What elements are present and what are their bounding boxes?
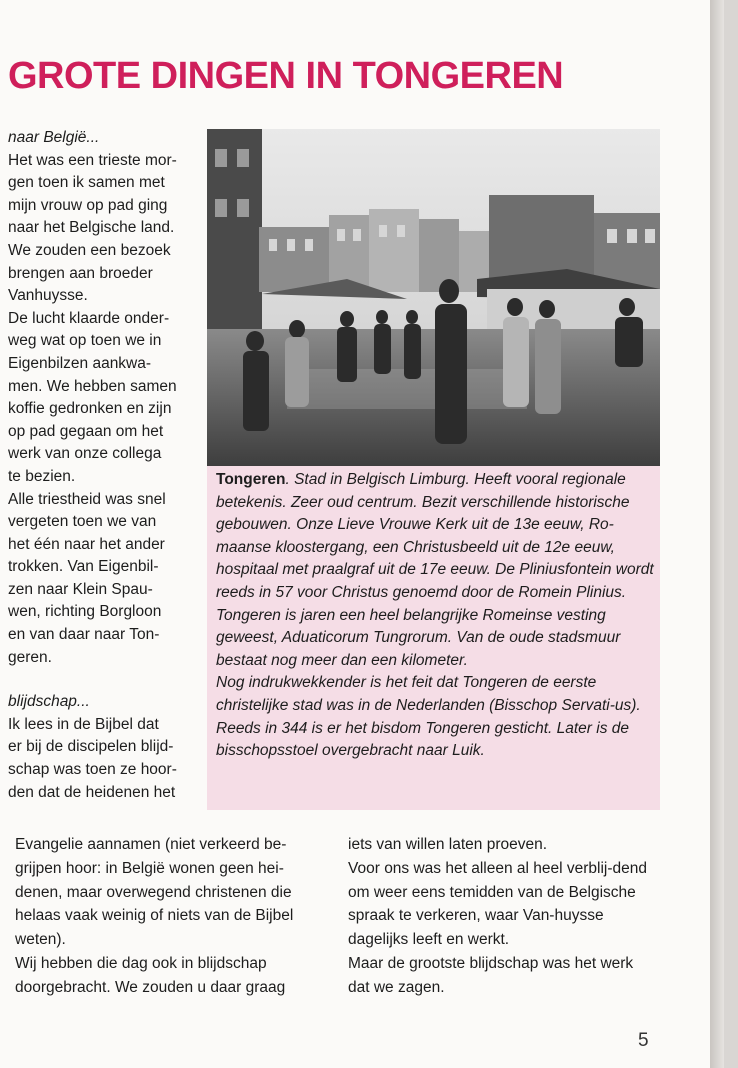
paragraph-trip [8,150,198,308]
paragraph-weather [8,308,198,489]
bottom-right-paragraph-3: Maar de grootste blijdschap was het werk dat we zagen. [348,954,634,996]
bottom-right-paragraph-2: Voor ons was het alleen al heel verblij-dend om weer eens temidden van de Belgische spraak te verkeren, waar Van-huysse dagelijks leeft en werkt. [348,859,647,949]
bottom-column-left [15,833,325,1000]
text-line: De lucht klaarde onder- [8,309,170,327]
text-line: en van daar naar Ton- [8,626,160,644]
text-line: gen toen ik samen met [8,174,165,192]
text-line: Vanhuysse. [8,287,88,305]
market-photo-illustration [207,129,660,466]
text-line: weg wat op toen we in [8,332,162,350]
subheading-blijdschap: blijdschap... [8,693,90,711]
text-line: werk van onze collega [8,445,162,463]
caption-p1-text: . Stad in Belgisch Limburg. Heeft vooral regionale betekenis. Zeer oud centrum. Bezit verschillende historische gebouwen. Onze Lieve Vrouwe Kerk uit de 13e eeuw, Ro-maanse kloostergang, een Christusbeeld uit de 12e eeuw, hospitaal met praalgraf uit de 17e eeuw. De Pliniusfontein wordt reeds in 57 voor Christus genoemd door de Romein Plinius. [216,471,654,601]
text-line: Eigenbilzen aankwa- [8,354,152,372]
text-line: den dat de heidenen het [8,783,176,801]
bottom-left-paragraph-2: Wij hebben die dag ook in blijdschap doorgebracht. We zouden u daar graag [15,954,286,996]
text-line: op pad gegaan om het [8,422,164,440]
text-line: naar het Belgische land. [8,219,175,237]
bottom-right-paragraph-1: iets van willen laten proeven. [348,836,548,853]
bottom-left-paragraph-1: Evangelie aannamen (niet verkeerd be-grijpen hoor: in België wonen geen hei-denen, maar overwegend christenen die helaas vaak weinig of niets van de Bijbel weten). [15,836,294,949]
text-line: men. We hebben samen [8,377,177,395]
text-line: vergeten toen we van [8,513,157,531]
subheading-belgie: naar België... [8,129,100,146]
caption-paragraph-2: Tongeren is jaren een heel belangrijke Romeinse vesting geweest, Aduaticorum Tungrorum. Van de oude stadsmuur bestaat nog meer dan een kilometer. [216,606,621,669]
photo-caption [207,466,660,810]
paragraph-route [8,489,198,670]
text-line: te bezien. [8,467,76,485]
left-text-column [8,127,198,804]
paragraph-bible [8,714,198,804]
binding-edge [710,0,724,1068]
text-line: mijn vrouw op pad ging [8,196,168,214]
text-line: schap was toen ze hoor- [8,761,177,779]
page-number: 5 [638,1030,649,1051]
market-photo [207,129,660,466]
text-line: Ik lees in de Bijbel dat [8,715,159,733]
bottom-column-right [348,833,654,1000]
text-line: Alle triestheid was snel [8,490,166,508]
article-title: GROTE DINGEN IN TONGEREN [8,55,564,97]
text-line: koffie gedronken en zijn [8,400,172,418]
text-line: er bij de discipelen blijd- [8,738,174,756]
caption-paragraph-1 [216,469,654,605]
text-line: brengen aan broeder [8,264,153,282]
caption-lead: Tongeren [216,471,286,488]
text-line: geren. [8,648,52,666]
text-line: wen, richting Borgloon [8,603,162,621]
paragraph-gap [8,669,198,691]
text-line: We zouden een bezoek [8,241,171,259]
text-line: het één naar het ander [8,535,165,553]
caption-paragraph-3: Nog indrukwekkender is het feit dat Tongeren de eerste christelijke stad was in de Nederlanden (Bisschop Servati-us). Reeds in 344 is er het bisdom Tongeren gesticht. Later is de bisschopsstoel overgebracht naar Luik. [216,674,641,760]
text-line: Het was een trieste mor- [8,151,177,169]
text-line: trokken. Van Eigenbil- [8,558,159,576]
text-line: zen naar Klein Spau- [8,580,153,598]
